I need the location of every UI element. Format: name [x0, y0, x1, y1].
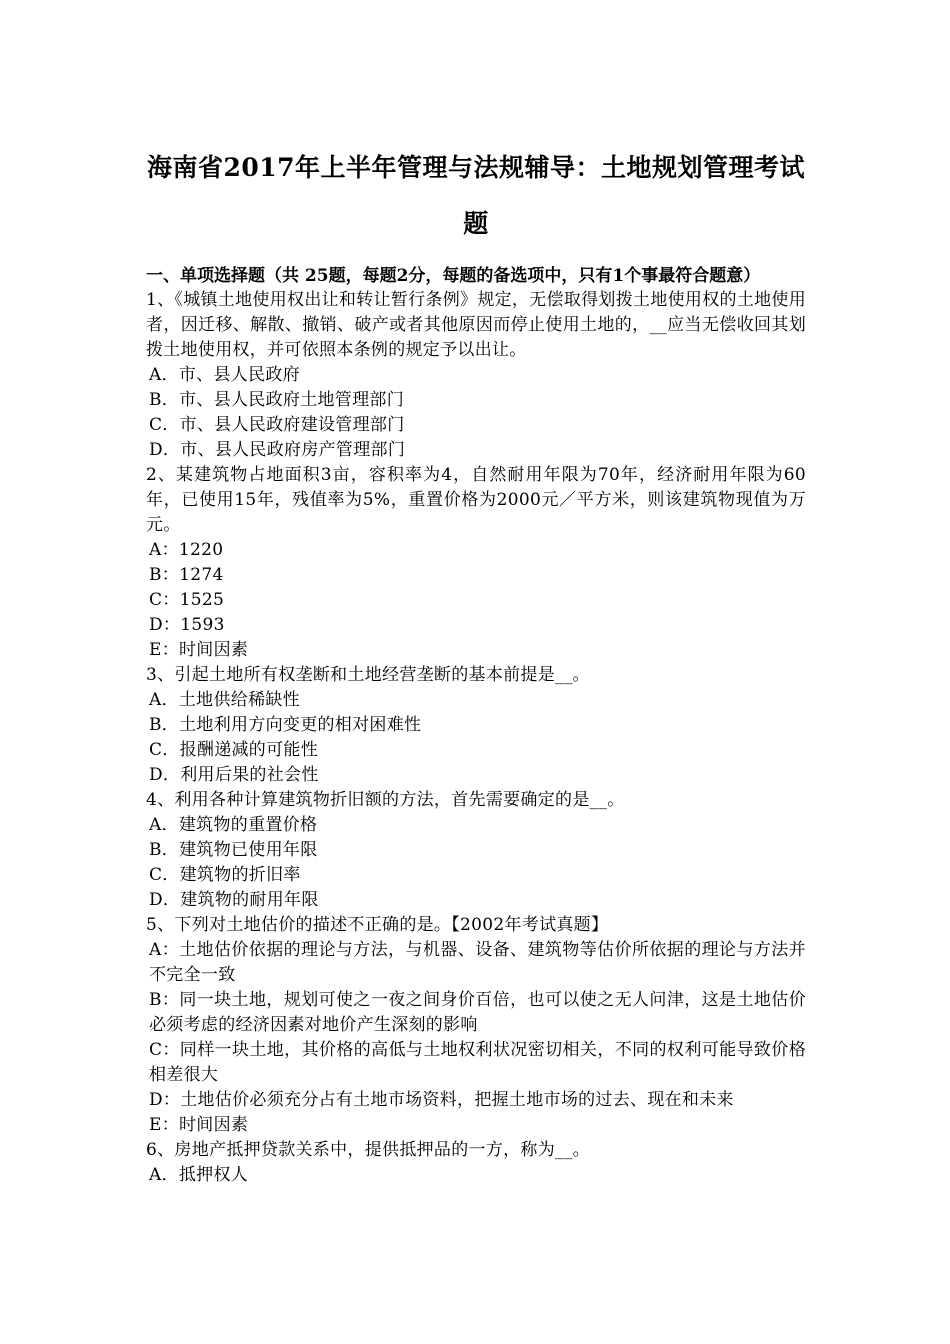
option-e: E：时间因素	[149, 1115, 249, 1135]
question-text: 3、引起土地所有权垄断和土地经营垄断的基本前提是__。	[146, 665, 590, 685]
question-text: 5、下列对土地估价的描述不正确的是。【2002年考试真题】	[146, 915, 609, 935]
option-d: D．利用后果的社会性	[149, 765, 319, 785]
document-page	[146, 140, 806, 1188]
option-b: B．市、县人民政府土地管理部门	[149, 390, 404, 410]
option-c: C．建筑物的折旧率	[149, 865, 301, 885]
option-d: D：1593	[149, 615, 225, 635]
option-c: C：同样一块土地，其价格的高低与土地权利状况密切相关，不同的权利可能导致价格相差很大	[149, 1040, 806, 1085]
option-b: B：1274	[149, 565, 224, 585]
option-c: C：1525	[149, 590, 225, 610]
question-text: 2、某建筑物占地面积3亩，容积率为4，自然耐用年限为70年，经济耐用年限为60年，已使用15年，残值率为5%，重置价格为2000元／平方米，则该建筑物现值为万元。	[146, 465, 806, 535]
option-b: B．建筑物已使用年限	[149, 840, 318, 860]
question-block	[146, 788, 806, 913]
option-a: A．建筑物的重置价格	[149, 815, 318, 835]
option-a: A：土地估价依据的理论与方法，与机器、设备、建筑物等估价所依据的理论与方法并不完全一致	[149, 940, 806, 985]
section-heading: 一、单项选择题（共 25题，每题2分，每题的备选项中，只有1个事最符合题意）	[146, 266, 761, 286]
option-c: C．报酬递减的可能性	[149, 740, 319, 760]
option-a: A．市、县人民政府	[149, 365, 300, 385]
question-text: 1、《城镇土地使用权出让和转让暂行条例》规定，无偿取得划拨土地使用权的土地使用者，因迁移、解散、撤销、破产或者其他原因而停止使用土地的，__应当无偿收回其划拨土地使用权，并可依照本条例的规定予以出让。	[146, 290, 807, 360]
question-block	[146, 463, 806, 663]
question-text: 4、利用各种计算建筑物折旧额的方法，首先需要确定的是__。	[146, 790, 625, 810]
option-d: D．建筑物的耐用年限	[149, 890, 319, 910]
document-title: 海南省2017年上半年管理与法规辅导：土地规划管理考试题	[146, 153, 806, 238]
question-list	[146, 288, 806, 1188]
option-a: A．抵押权人	[149, 1165, 249, 1185]
option-d: D：土地估价必须充分占有土地市场资料，把握土地市场的过去、现在和未来	[149, 1090, 734, 1110]
option-a: A：1220	[149, 540, 224, 560]
option-b: B．土地利用方向变更的相对困难性	[149, 715, 422, 735]
question-block	[146, 288, 806, 463]
option-b: B：同一块土地，规划可使之一夜之间身价百倍，也可以使之无人问津，这是土地估价必须考虑的经济因素对地价产生深刻的影响	[149, 990, 806, 1035]
option-c: C．市、县人民政府建设管理部门	[149, 415, 405, 435]
option-e: E：时间因素	[149, 640, 249, 660]
option-a: A．土地供给稀缺性	[149, 690, 300, 710]
question-text: 6、房地产抵押贷款关系中，提供抵押品的一方，称为__。	[146, 1140, 590, 1160]
question-block	[146, 663, 806, 788]
question-block	[146, 913, 806, 1138]
question-block	[146, 1138, 806, 1188]
option-d: D．市、县人民政府房产管理部门	[149, 440, 406, 460]
